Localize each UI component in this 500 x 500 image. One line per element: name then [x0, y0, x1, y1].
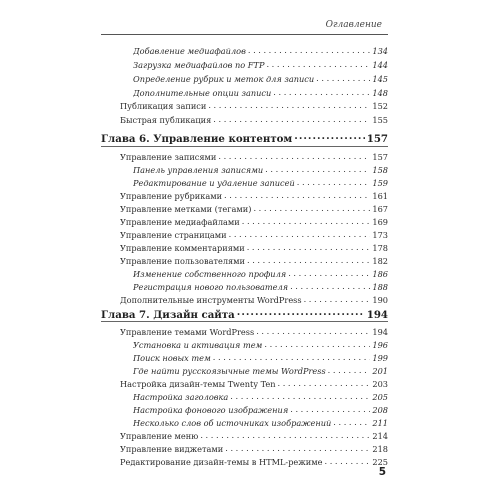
- toc-entry: [120, 327, 388, 337]
- entry-title: Публикация записи: [120, 101, 207, 111]
- entry-title: Быстрая публикация: [120, 115, 212, 125]
- dot-leader: [297, 178, 371, 186]
- toc-entry: [120, 256, 388, 266]
- entry-title: Управление страницами: [120, 230, 227, 240]
- toc-entry: [120, 191, 388, 201]
- entry-page: 194: [372, 327, 388, 337]
- chapter-rule: [101, 146, 388, 147]
- dot-leader: [273, 88, 370, 96]
- entry-title: Дополнительные опции записи: [133, 88, 272, 98]
- dot-leader: [237, 310, 365, 318]
- chapter-entry: [101, 309, 388, 321]
- toc-entry: [120, 115, 388, 125]
- entry-page: 225: [372, 457, 388, 467]
- dot-leader: [333, 418, 370, 426]
- dot-leader: [328, 366, 371, 374]
- entry-page: 145: [372, 74, 388, 84]
- dot-leader: [248, 46, 371, 54]
- dot-leader: [253, 204, 370, 212]
- entry-title: Дополнительные инструменты WordPress: [120, 295, 302, 305]
- entry-title: Настройка дизайн-темы Twenty Ten: [120, 379, 276, 389]
- dot-leader: [229, 230, 371, 238]
- entry-page: 188: [372, 282, 388, 292]
- running-head: Оглавление: [325, 20, 382, 30]
- entry-title: Управление меню: [120, 431, 199, 441]
- entry-page: 208: [372, 405, 388, 415]
- entry-title: Несколько слов об источниках изображений: [133, 418, 332, 428]
- page-number: 5: [378, 466, 386, 478]
- toc-entry: [120, 379, 388, 389]
- toc-entry: [120, 230, 388, 240]
- toc-entry: [133, 165, 388, 175]
- toc-entry: [133, 269, 388, 279]
- dot-leader: [265, 165, 370, 173]
- toc-entry: [133, 366, 388, 376]
- entry-page: 148: [372, 88, 388, 98]
- entry-page: 157: [366, 133, 388, 145]
- entry-page: 186: [372, 269, 388, 279]
- toc-entry: [133, 178, 388, 188]
- entry-title: Управление комментариями: [120, 243, 245, 253]
- entry-page: 161: [372, 191, 388, 201]
- dot-leader: [294, 134, 364, 142]
- entry-page: 134: [372, 46, 388, 56]
- toc-entry: [120, 431, 388, 441]
- entry-page: 211: [372, 418, 388, 428]
- dot-leader: [278, 379, 371, 387]
- entry-title: Управление виджетами: [120, 444, 224, 454]
- entry-page: 157: [372, 152, 388, 162]
- entry-title: Глава 6. Управление контентом: [101, 133, 293, 145]
- toc-entry: [133, 88, 388, 98]
- dot-leader: [247, 243, 371, 251]
- toc-entry: [120, 295, 388, 305]
- dot-leader: [316, 74, 370, 82]
- entry-page: 182: [372, 256, 388, 266]
- entry-page: 159: [372, 178, 388, 188]
- dot-leader: [304, 295, 371, 303]
- entry-page: 167: [372, 204, 388, 214]
- entry-title: Редактирование и удаление записей: [133, 178, 295, 188]
- entry-title: Глава 7. Дизайн сайта: [101, 309, 235, 321]
- entry-page: 178: [372, 243, 388, 253]
- toc-entry: [120, 243, 388, 253]
- chapter-entry: [101, 133, 388, 145]
- dot-leader: [218, 152, 370, 160]
- entry-page: 155: [372, 115, 388, 125]
- dot-leader: [200, 431, 370, 439]
- chapter-rule: [101, 321, 388, 322]
- entry-page: 199: [372, 353, 388, 363]
- entry-page: 214: [372, 431, 388, 441]
- entry-page: 218: [372, 444, 388, 454]
- entry-title: Управление медиафайлами: [120, 217, 240, 227]
- toc-entry: [133, 74, 388, 84]
- entry-title: Определение рубрик и меток для записи: [133, 74, 315, 84]
- dot-leader: [213, 115, 370, 123]
- dot-leader: [264, 340, 370, 348]
- entry-title: Загрузка медиафайлов по FTP: [133, 60, 265, 70]
- dot-leader: [213, 353, 371, 361]
- toc-entry: [133, 353, 388, 363]
- dot-leader: [324, 457, 370, 465]
- toc-entry: [120, 152, 388, 162]
- entry-title: Управление метками (тегами): [120, 204, 252, 214]
- dot-leader: [247, 256, 370, 264]
- toc-entry: [120, 101, 388, 111]
- entry-title: Редактирование дизайн-темы в HTML-режиме: [120, 457, 323, 467]
- entry-page: 169: [372, 217, 388, 227]
- entry-page: 144: [372, 60, 388, 70]
- dot-leader: [290, 282, 370, 290]
- entry-title: Панель управления записями: [133, 165, 264, 175]
- entry-title: Изменение собственного профиля: [133, 269, 287, 279]
- toc-entry: [133, 60, 388, 70]
- entry-title: Управление записями: [120, 152, 217, 162]
- entry-title: Установка и активация тем: [133, 340, 263, 350]
- entry-title: Где найти русскоязычные темы WordPress: [133, 366, 326, 376]
- toc-entry: [120, 204, 388, 214]
- entry-title: Настройка фонового изображения: [133, 405, 289, 415]
- toc-entry: [133, 46, 388, 56]
- entry-title: Управление пользователями: [120, 256, 246, 266]
- entry-page: 205: [372, 392, 388, 402]
- entry-page: 194: [366, 309, 388, 321]
- toc-entry: [120, 217, 388, 227]
- toc-entry: [133, 405, 388, 415]
- entry-title: Регистрация нового пользователя: [133, 282, 289, 292]
- entry-title: Добавление медиафайлов: [133, 46, 246, 56]
- toc-entry: [133, 282, 388, 292]
- dot-leader: [224, 191, 370, 199]
- dot-leader: [242, 217, 371, 225]
- toc-entry: [133, 392, 388, 402]
- toc-entry: [120, 457, 388, 467]
- entry-page: 201: [372, 366, 388, 376]
- entry-page: 196: [372, 340, 388, 350]
- dot-leader: [208, 101, 370, 109]
- entry-page: 158: [372, 165, 388, 175]
- entry-page: 203: [372, 379, 388, 389]
- dot-leader: [256, 327, 370, 335]
- entry-page: 173: [372, 230, 388, 240]
- entry-title: Управление рубриками: [120, 191, 223, 201]
- toc-entry: [133, 340, 388, 350]
- toc-entry: [120, 444, 388, 454]
- dot-leader: [230, 392, 370, 400]
- dot-leader: [266, 60, 370, 68]
- entry-title: Управление темами WordPress: [120, 327, 255, 337]
- dot-leader: [288, 269, 370, 277]
- entry-page: 190: [372, 295, 388, 305]
- entry-title: Поиск новых тем: [133, 353, 211, 363]
- entry-title: Настройка заголовка: [133, 392, 229, 402]
- dot-leader: [225, 444, 370, 452]
- entry-page: 152: [372, 101, 388, 111]
- toc-entry: [133, 418, 388, 428]
- dot-leader: [290, 405, 370, 413]
